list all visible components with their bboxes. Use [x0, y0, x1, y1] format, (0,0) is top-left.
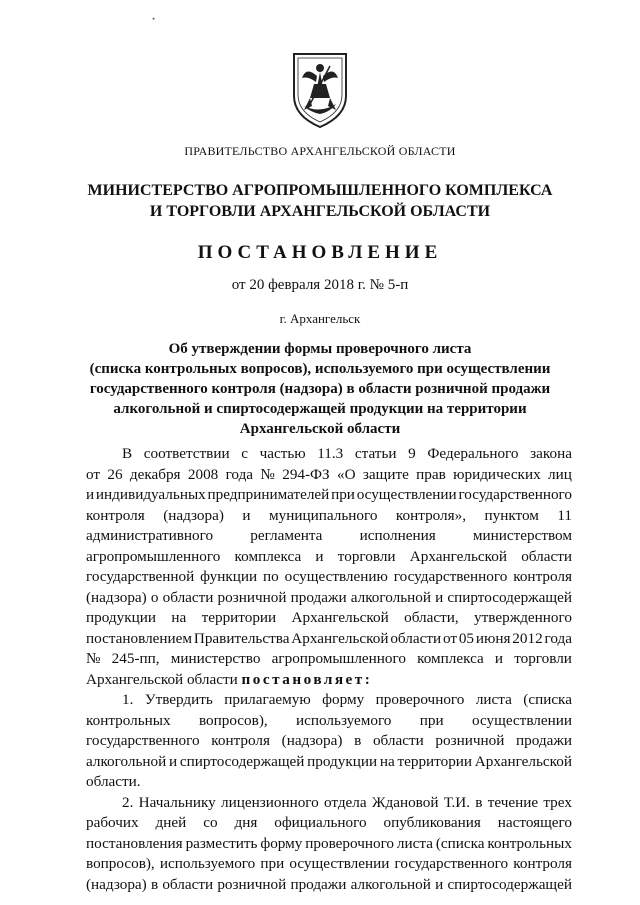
- body-word: постановления: [86, 834, 183, 852]
- body-word: контрольных: [86, 711, 171, 729]
- body-word: области: [390, 629, 442, 647]
- body-word: форму: [260, 834, 303, 852]
- document-date: от 20 февраля 2018 г. № 5-п: [231, 277, 409, 293]
- body-word: «О: [337, 465, 356, 483]
- body-word: 26: [107, 465, 123, 483]
- body-word: лицензионного: [221, 793, 319, 811]
- body-word: 245-пп,: [111, 650, 160, 667]
- document-body: [86, 444, 572, 895]
- body-word: с: [241, 445, 248, 462]
- body-word: алкогольной: [86, 752, 167, 770]
- body-word: государственного: [393, 568, 508, 585]
- body-line: [86, 670, 572, 691]
- body-line: [86, 813, 572, 834]
- ministry-name: [0, 180, 640, 222]
- body-word: при: [419, 711, 444, 729]
- body-word: Утвердить: [144, 691, 213, 708]
- body-word: области: [521, 547, 572, 565]
- body-word: розничной: [217, 588, 287, 606]
- body-word: области: [372, 732, 424, 749]
- document-type: ПОСТАНОВЛЕНИЕ: [197, 242, 443, 263]
- title-line: Об утверждении формы проверочного листа: [168, 341, 472, 357]
- body-word: Ждановой: [371, 793, 439, 811]
- title-line: (списка контрольных вопросов), используемого при осуществлении: [89, 361, 551, 377]
- body-word: продажи: [516, 732, 572, 749]
- body-word: статьи: [354, 445, 397, 462]
- body-word: (списка: [435, 834, 485, 852]
- body-word: государственного: [394, 855, 509, 872]
- body-word: при: [260, 855, 285, 872]
- body-word: осуществлении: [472, 711, 572, 729]
- body-word: контроля»,: [395, 506, 467, 524]
- body-word: и: [315, 547, 324, 565]
- body-word: и: [86, 486, 95, 503]
- body-line: [86, 567, 572, 588]
- body-word: области,: [404, 609, 459, 626]
- body-word: 05: [458, 629, 474, 647]
- body-word: контроля: [513, 855, 572, 872]
- body-word: закона: [530, 445, 572, 462]
- body-line: [86, 485, 572, 506]
- body-word: территории: [397, 752, 473, 770]
- body-line: [86, 444, 572, 465]
- body-word: Архангельской: [291, 629, 389, 647]
- body-line: [86, 854, 572, 875]
- body-word: области: [162, 875, 214, 893]
- body-word: листа: [475, 691, 512, 708]
- body-line: [86, 588, 572, 609]
- body-word: министерством: [472, 527, 572, 544]
- body-word: комплекса: [234, 547, 302, 565]
- body-word: года: [225, 465, 254, 483]
- body-word: и: [494, 650, 504, 667]
- body-word: государственного: [86, 732, 200, 749]
- body-word: 9: [408, 445, 416, 462]
- body-word: дней: [155, 814, 187, 831]
- body-word: прав: [416, 465, 446, 483]
- body-line: [86, 608, 572, 629]
- scan-mark: •: [152, 14, 156, 24]
- body-word: июня: [475, 629, 511, 647]
- body-word: трех: [543, 793, 572, 811]
- document-city: г. Архангельск: [279, 311, 361, 326]
- body-line: [86, 690, 572, 711]
- body-line: [86, 649, 572, 670]
- body-word: спиртосодержащей: [447, 588, 572, 606]
- body-line: [86, 834, 572, 855]
- ministry-line: МИНИСТЕРСТВО АГРОПРОМЫШЛЕННОГО КОМПЛЕКСА: [87, 182, 553, 199]
- body-word: Федерального: [427, 445, 519, 462]
- body-word: от: [86, 465, 101, 483]
- body-word: контроля: [211, 732, 270, 749]
- body-line: [86, 547, 572, 568]
- body-word: государственной: [86, 568, 195, 585]
- body-word: утвержденного: [474, 609, 572, 626]
- body-word: регламента: [250, 527, 323, 544]
- body-word: функции: [200, 568, 258, 585]
- body-word: в: [354, 732, 362, 749]
- body-line: [86, 465, 572, 486]
- body-word: по: [263, 568, 279, 585]
- body-word: со: [203, 814, 218, 831]
- body-word: Начальнику: [138, 793, 216, 811]
- body-word: используемого: [159, 855, 256, 872]
- body-word: форму: [322, 691, 365, 708]
- body-line: [86, 526, 572, 547]
- body-word: защите: [362, 465, 409, 483]
- body-word: №: [260, 465, 275, 483]
- resolution-keyword: постановляет:: [241, 670, 373, 688]
- body-word: настоящего: [497, 814, 572, 831]
- body-word: и: [435, 588, 444, 606]
- body-word: 2012: [512, 629, 543, 647]
- body-word: Т.И.: [443, 793, 471, 811]
- body-word: продукции: [307, 752, 378, 770]
- body-word: 1.: [122, 691, 134, 708]
- body-word: года: [544, 629, 572, 647]
- body-word: торговли: [337, 547, 396, 565]
- body-word: (надзора): [86, 588, 147, 606]
- body-word: спиртосодержащей: [179, 752, 305, 770]
- coat-of-arms-icon: [290, 48, 350, 130]
- body-word: агропромышленного: [86, 547, 221, 565]
- body-word: спиртосодержащей: [447, 875, 572, 893]
- body-word: 2.: [122, 793, 134, 811]
- body-word: отдела: [324, 793, 367, 811]
- body-word: осуществлении: [289, 855, 390, 872]
- body-word: постановлением: [86, 629, 193, 647]
- body-word: территории: [201, 609, 277, 626]
- body-word: о: [150, 588, 159, 606]
- body-word: от: [442, 629, 457, 647]
- body-word: министерство: [170, 650, 261, 667]
- body-word: на: [379, 752, 395, 770]
- body-word: предпринимателей: [207, 486, 330, 503]
- body-word: разместить: [185, 834, 258, 852]
- body-word: Архангельской: [409, 547, 507, 565]
- body-word: №: [86, 650, 101, 667]
- government-name: ПРАВИТЕЛЬСТВО АРХАНГЕЛЬСКОЙ ОБЛАСТИ: [184, 144, 456, 158]
- body-word: продажи: [290, 588, 347, 606]
- body-word: (надзора): [281, 732, 343, 749]
- body-word: соответствии: [143, 445, 230, 462]
- body-word: продажи: [290, 875, 347, 893]
- body-word: пунктом: [484, 506, 539, 524]
- body-line: [86, 731, 572, 752]
- body-line: [86, 629, 572, 650]
- body-text: Архангельской области: [86, 670, 242, 688]
- body-word: проверочного: [375, 691, 465, 708]
- body-word: розничной: [217, 875, 287, 893]
- body-line: [86, 506, 572, 527]
- body-word: вопросов),: [86, 855, 155, 872]
- ministry-line: И ТОРГОВЛИ АРХАНГЕЛЬСКОЙ ОБЛАСТИ: [149, 203, 491, 220]
- body-word: дня: [234, 814, 258, 831]
- body-word: комплекса: [417, 650, 484, 667]
- title-line: Архангельской области: [239, 421, 401, 437]
- body-word: розничной: [435, 732, 505, 749]
- body-word: государственного: [458, 486, 572, 503]
- body-line: [86, 793, 572, 814]
- body-word: на: [171, 609, 187, 626]
- body-word: прилагаемую: [224, 691, 311, 708]
- body-word: алкогольной: [350, 588, 431, 606]
- body-word: листа: [396, 834, 433, 852]
- body-word: опубликования: [383, 814, 481, 831]
- body-word: области: [162, 588, 214, 606]
- body-word: юридических: [453, 465, 541, 483]
- body-word: контроля: [513, 568, 572, 585]
- body-line: [86, 711, 572, 732]
- body-line: [86, 875, 572, 896]
- body-word: 11.3: [317, 445, 344, 462]
- body-word: рабочих: [86, 814, 139, 831]
- body-line: области.: [86, 773, 141, 790]
- body-word: 11: [557, 506, 572, 524]
- body-word: индивидуальных: [95, 486, 206, 503]
- body-word: (списка: [523, 691, 572, 708]
- body-word: в: [475, 793, 483, 811]
- body-word: торговли: [514, 650, 572, 667]
- body-word: течение: [487, 793, 539, 811]
- body-word: контроля: [86, 506, 145, 524]
- body-word: при: [331, 486, 355, 503]
- body-word: используемого: [296, 711, 392, 729]
- body-line: [86, 752, 572, 773]
- body-word: и: [435, 875, 444, 893]
- title-line: алкогольной и спиртосодержащей продукции на территории: [113, 401, 527, 417]
- body-word: в: [150, 875, 159, 893]
- body-word: исполнения: [359, 527, 436, 544]
- body-word: Архангельской: [474, 752, 572, 770]
- body-word: Правительства: [193, 629, 290, 647]
- title-line: государственного контроля (надзора) в области розничной продажи: [89, 381, 551, 397]
- body-word: официального: [274, 814, 367, 831]
- document-title: [0, 339, 640, 439]
- body-word: и: [169, 752, 178, 770]
- body-word: и: [242, 506, 251, 524]
- body-word: декабря: [129, 465, 181, 483]
- body-word: В: [122, 445, 133, 462]
- body-word: осуществлению: [284, 568, 388, 585]
- body-word: (надзора): [163, 506, 224, 524]
- body-word: продукции: [86, 609, 156, 626]
- body-word: агропромышленного: [271, 650, 406, 667]
- body-word: муниципального: [269, 506, 378, 524]
- body-word: 2008: [187, 465, 219, 483]
- body-word: Архангельской: [291, 609, 389, 626]
- body-word: вопросов),: [198, 711, 268, 729]
- body-word: 294-ФЗ: [282, 465, 330, 483]
- body-word: (надзора): [86, 875, 147, 893]
- body-word: алкогольной: [350, 875, 431, 893]
- body-word: контрольных: [487, 834, 572, 852]
- body-word: административного: [86, 527, 214, 544]
- body-word: проверочного: [305, 834, 395, 852]
- body-word: лиц: [548, 465, 572, 483]
- body-word: частью: [259, 445, 306, 462]
- body-word: осуществлении: [356, 486, 457, 503]
